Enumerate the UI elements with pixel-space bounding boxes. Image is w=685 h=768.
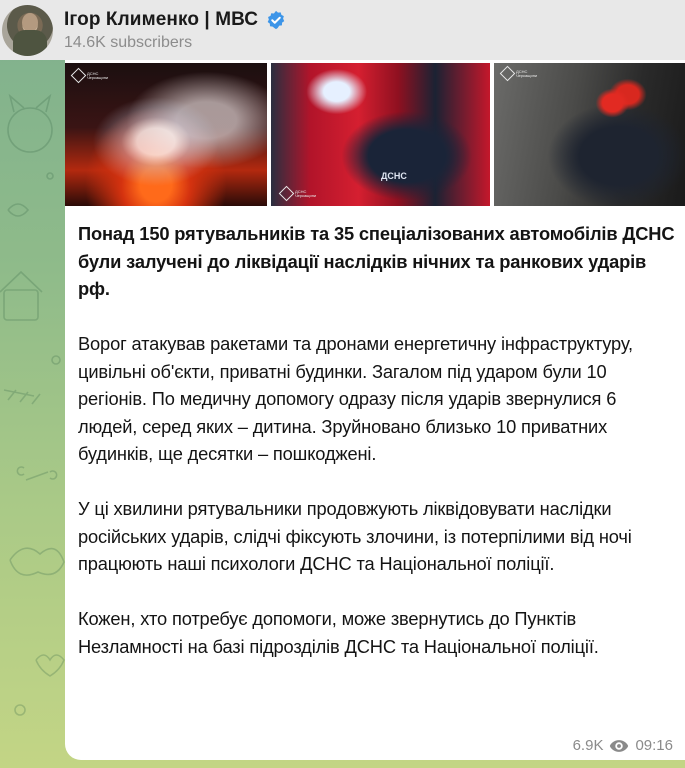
eye-icon xyxy=(609,739,629,753)
channel-avatar[interactable] xyxy=(2,5,53,56)
dsns-emblem-icon xyxy=(500,66,516,82)
photo-2[interactable] xyxy=(271,63,490,206)
dsns-watermark: ДСНС Черкащини xyxy=(73,70,108,81)
view-count: 6.9K xyxy=(572,737,604,754)
dsns-emblem-icon xyxy=(71,68,87,84)
paragraph-lead: Понад 150 рятувальників та 35 спеціалізованих автомобілів ДСНС були залучені до ліквідації наслідків нічних та ранкових ударів рф. xyxy=(78,223,675,299)
message-time: 09:16 xyxy=(635,737,673,754)
paragraph: Ворог атакував ракетами та дронами енергетичну інфраструктуру, цивільні об'єкти, приватні будинки. Загалом під ударом були 10 регіонів. По медичну допомогу одразу після ударів звернулися 6 людей, серед яких – дитина. Зруйновано близько 10 приватних будинків, ще десятки – пошкоджені. xyxy=(78,333,633,464)
channel-title-block xyxy=(64,9,286,52)
verified-badge-icon xyxy=(266,10,286,30)
paragraph: Кожен, хто потребує допомоги, може звернутись до Пунктів Незламності на базі підрозділів ДСНС та Національної поліції. xyxy=(78,608,599,657)
channel-name: Ігор Клименко | МВС xyxy=(64,8,259,30)
photo-1[interactable] xyxy=(65,63,267,206)
dsns-watermark: ДСНС Черкащини xyxy=(502,68,537,79)
media-album[interactable] xyxy=(65,63,685,206)
jacket-label: ДСНС xyxy=(381,171,407,181)
channel-header[interactable] xyxy=(0,0,685,60)
paragraph: У ці хвилини рятувальники продовжують ліквідовувати наслідки російських ударів, слідчі фіксують злочини, із потерпілими від ночі працюють наші психологи ДСНС та Національної поліції. xyxy=(78,498,632,574)
message-text xyxy=(78,220,678,688)
dsns-watermark: ДСНС Черкащини xyxy=(281,188,316,199)
subscriber-count: 14.6K subscribers xyxy=(64,33,193,51)
photo-3[interactable] xyxy=(494,63,685,206)
message-meta xyxy=(573,737,673,754)
message-bubble xyxy=(65,60,685,760)
dsns-emblem-icon xyxy=(279,186,295,202)
